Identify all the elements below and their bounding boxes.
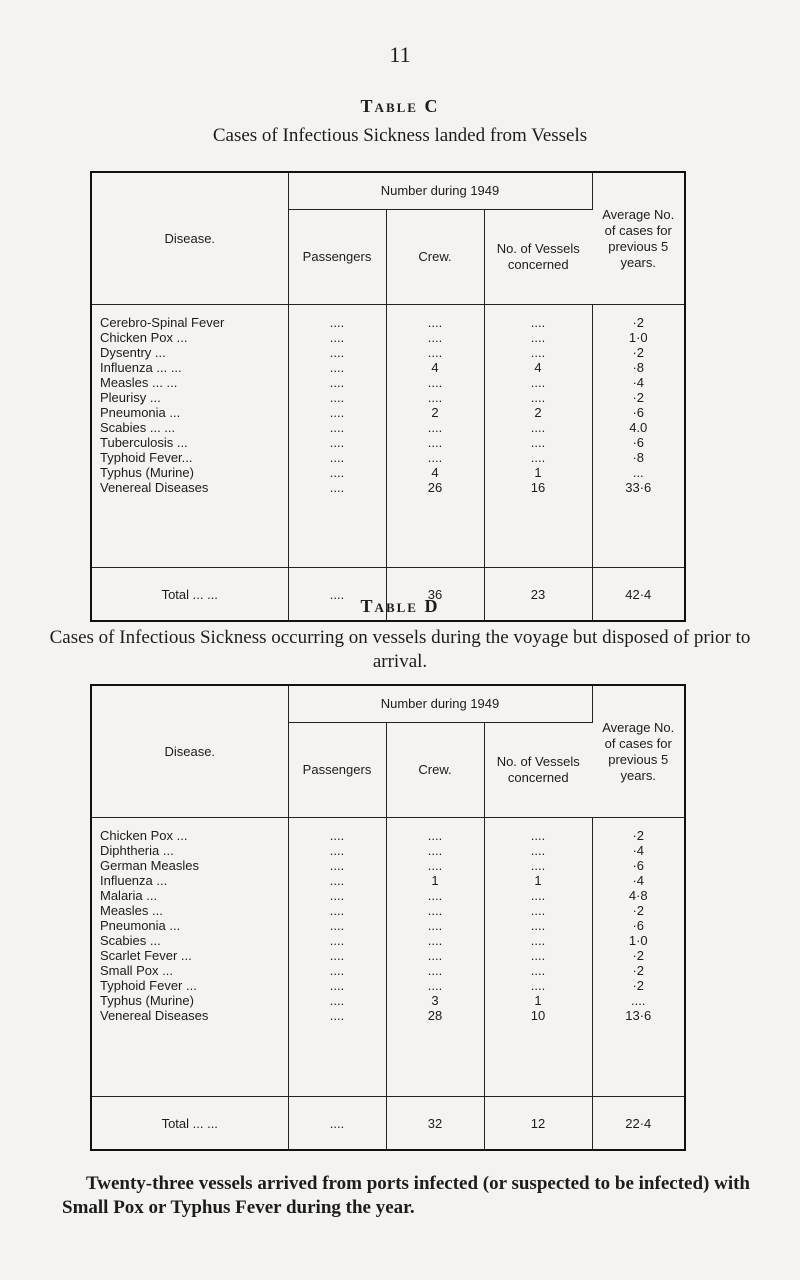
passengers-cell: .... [329, 405, 345, 420]
disease-cell: Pneumonia ... [100, 918, 181, 933]
passengers-cell: .... [329, 903, 345, 918]
disease-cell: Typhus (Murine) [100, 465, 194, 480]
total-crew: 36 [386, 568, 484, 621]
crew-cell: .... [427, 435, 443, 450]
page-number: 11 [389, 42, 411, 67]
vessels-cell: 4 [534, 360, 542, 375]
vessels-cell: 1 [534, 465, 542, 480]
table-d [92, 686, 684, 1149]
average-cell: 4.0 [629, 420, 648, 435]
disease-cell: Pleurisy ... [100, 390, 161, 405]
crew-cell: 2 [431, 405, 439, 420]
crew-cell: .... [427, 933, 443, 948]
average-cell: 1·0 [628, 933, 648, 948]
crew-cell: .... [427, 963, 443, 978]
disease-header: Disease. [92, 686, 288, 818]
vessels-cell: .... [530, 390, 546, 405]
total-label: Total ... ... [92, 1097, 288, 1150]
crew-cell: .... [427, 375, 443, 390]
passengers-cell: .... [329, 480, 345, 495]
average-cell: ·4 [632, 843, 645, 858]
crew-column [386, 305, 484, 568]
disease-cell: Scabies ... [100, 933, 161, 948]
vessels-cell: .... [530, 933, 546, 948]
disease-cell: Venereal Diseases [100, 1008, 209, 1023]
crew-cell: .... [427, 978, 443, 993]
average-cell: ·2 [632, 828, 645, 843]
passengers-cell: .... [329, 360, 345, 375]
vessels-cell: .... [530, 858, 546, 873]
vessels-cell: .... [530, 345, 546, 360]
average-cell: ... [632, 465, 644, 480]
average-cell: ·2 [632, 978, 645, 993]
average-cell: ·2 [632, 315, 645, 330]
disease-cell: German Measles [100, 858, 199, 873]
average-cell: ·2 [632, 948, 645, 963]
crew-cell: .... [427, 903, 443, 918]
vessels-cell: .... [530, 435, 546, 450]
average-cell: ·2 [632, 390, 645, 405]
average-cell: 13·6 [625, 1008, 652, 1023]
vessels-cell: .... [530, 918, 546, 933]
average-cell: ·2 [632, 345, 645, 360]
disease-cell: Scarlet Fever ... [100, 948, 192, 963]
vessels-cell: 1 [534, 993, 542, 1008]
crew-cell: .... [427, 330, 443, 345]
crew-cell: .... [427, 390, 443, 405]
total-vessels: 12 [484, 1097, 592, 1150]
crew-cell: 3 [431, 993, 439, 1008]
vessels-cell: .... [530, 420, 546, 435]
number-group-header: Number during 1949 [288, 686, 592, 723]
table-c-caption: Cases of Infectious Sickness landed from Vessels [212, 125, 588, 146]
passengers-cell: .... [329, 978, 345, 993]
passengers-cell: .... [329, 858, 345, 873]
average-cell: ·8 [632, 450, 645, 465]
average-cell: 1·0 [628, 330, 648, 345]
disease-cell: Typhoid Fever ... [100, 978, 197, 993]
vessels-cell: .... [530, 948, 546, 963]
number-group-header: Number during 1949 [288, 173, 592, 210]
average-cell: ·4 [632, 375, 645, 390]
passengers-cell: .... [329, 450, 345, 465]
disease-cell: Measles ... [100, 903, 163, 918]
disease-header: Disease. [92, 173, 288, 305]
disease-cell: Chicken Pox ... [100, 828, 188, 843]
crew-header: Crew. [386, 723, 484, 818]
disease-column [92, 818, 288, 1097]
crew-header: Crew. [386, 210, 484, 305]
crew-cell: 4 [431, 360, 439, 375]
average-cell: 33·6 [625, 480, 652, 495]
average-header: Average No. of cases for previous 5 years. [592, 686, 684, 818]
average-cell: ·6 [632, 918, 645, 933]
average-cell: .... [631, 993, 646, 1008]
disease-cell: Tuberculosis ... [100, 435, 188, 450]
passengers-cell: .... [329, 420, 345, 435]
passengers-cell: .... [329, 375, 345, 390]
crew-cell: .... [427, 420, 443, 435]
passengers-cell: .... [329, 918, 345, 933]
vessels-cell: .... [530, 963, 546, 978]
passengers-cell: .... [329, 873, 345, 888]
disease-cell: Pneumonia ... [100, 405, 181, 420]
passengers-cell: .... [329, 963, 345, 978]
average-cell: ·6 [632, 858, 645, 873]
crew-cell: .... [427, 450, 443, 465]
disease-cell: Dysentry ... [100, 345, 166, 360]
vessels-cell: .... [530, 828, 546, 843]
vessels-cell: 16 [530, 480, 546, 495]
disease-cell: Measles ... ... [100, 375, 178, 390]
crew-cell: .... [427, 828, 443, 843]
vessels-cell: .... [530, 330, 546, 345]
vessels-header: No. of Vessels concerned [484, 723, 592, 818]
passengers-column [288, 818, 386, 1097]
vessels-cell: 2 [534, 405, 542, 420]
vessels-cell: .... [530, 888, 546, 903]
passengers-cell: .... [329, 465, 345, 480]
disease-cell: Cerebro-Spinal Fever [100, 315, 225, 330]
passengers-cell: .... [329, 843, 345, 858]
vessels-cell: .... [530, 843, 546, 858]
table-c [92, 173, 684, 620]
disease-cell: Influenza ... [100, 873, 168, 888]
passengers-cell: .... [329, 1008, 345, 1023]
average-cell: ·8 [632, 360, 645, 375]
passengers-cell: .... [329, 315, 345, 330]
crew-cell: 4 [431, 465, 439, 480]
table-d-caption: Cases of Infectious Sickness occurring on vessels during the voyage but disposed of prior to arrival. [49, 627, 751, 672]
passengers-cell: .... [329, 330, 345, 345]
disease-cell: Typhus (Murine) [100, 993, 194, 1008]
vessels-column [484, 305, 592, 568]
crew-cell: 1 [431, 873, 439, 888]
vessels-cell: .... [530, 450, 546, 465]
passengers-header: Passengers [288, 723, 386, 818]
crew-cell: 26 [427, 480, 443, 495]
total-passengers: .... [288, 568, 386, 621]
passengers-cell: .... [329, 933, 345, 948]
crew-cell: .... [427, 858, 443, 873]
crew-column [386, 818, 484, 1097]
average-cell: 4·8 [628, 888, 648, 903]
total-average: 42·4 [592, 568, 684, 621]
crew-cell: 28 [427, 1008, 443, 1023]
passengers-cell: .... [329, 390, 345, 405]
vessels-cell: 1 [534, 873, 542, 888]
crew-cell: .... [427, 948, 443, 963]
passengers-cell: .... [329, 888, 345, 903]
average-cell: ·2 [632, 903, 645, 918]
passengers-cell: .... [329, 993, 345, 1008]
total-average: 22·4 [592, 1097, 684, 1150]
vessels-cell: .... [530, 315, 546, 330]
average-column [592, 818, 684, 1097]
crew-cell: .... [427, 843, 443, 858]
disease-cell: Chicken Pox ... [100, 330, 188, 345]
total-label: Total ... ... [92, 568, 288, 621]
vessels-header: No. of Vessels concerned [484, 210, 592, 305]
passengers-cell: .... [329, 345, 345, 360]
crew-cell: .... [427, 315, 443, 330]
average-cell: ·2 [632, 963, 645, 978]
passengers-column [288, 305, 386, 568]
table-c-heading: Table C [360, 96, 440, 116]
vessels-column [484, 818, 592, 1097]
passengers-cell: .... [329, 828, 345, 843]
table-d-heading: Table D [360, 596, 440, 616]
passengers-cell: .... [329, 435, 345, 450]
average-cell: ·4 [632, 873, 645, 888]
average-cell: ·6 [632, 405, 645, 420]
disease-column [92, 305, 288, 568]
total-passengers: .... [288, 1097, 386, 1150]
total-vessels: 23 [484, 568, 592, 621]
average-column [592, 305, 684, 568]
passengers-header: Passengers [288, 210, 386, 305]
disease-cell: Diphtheria ... [100, 843, 174, 858]
disease-cell: Venereal Diseases [100, 480, 209, 495]
crew-cell: .... [427, 918, 443, 933]
disease-cell: Malaria ... [100, 888, 158, 903]
vessels-cell: .... [530, 903, 546, 918]
disease-cell: Typhoid Fever... [100, 450, 193, 465]
crew-cell: .... [427, 345, 443, 360]
footnote: Twenty-three vessels arrived from ports infected (or suspected to be infected) with Small Pox or Typhus Fever during the year. [62, 1173, 750, 1218]
disease-cell: Scabies ... ... [100, 420, 176, 435]
vessels-cell: .... [530, 978, 546, 993]
average-header: Average No. of cases for previous 5 years. [592, 173, 684, 305]
passengers-cell: .... [329, 948, 345, 963]
vessels-cell: .... [530, 375, 546, 390]
disease-cell: Influenza ... ... [100, 360, 182, 375]
total-crew: 32 [386, 1097, 484, 1150]
crew-cell: .... [427, 888, 443, 903]
vessels-cell: 10 [530, 1008, 546, 1023]
average-cell: ·6 [632, 435, 645, 450]
disease-cell: Small Pox ... [100, 963, 173, 978]
